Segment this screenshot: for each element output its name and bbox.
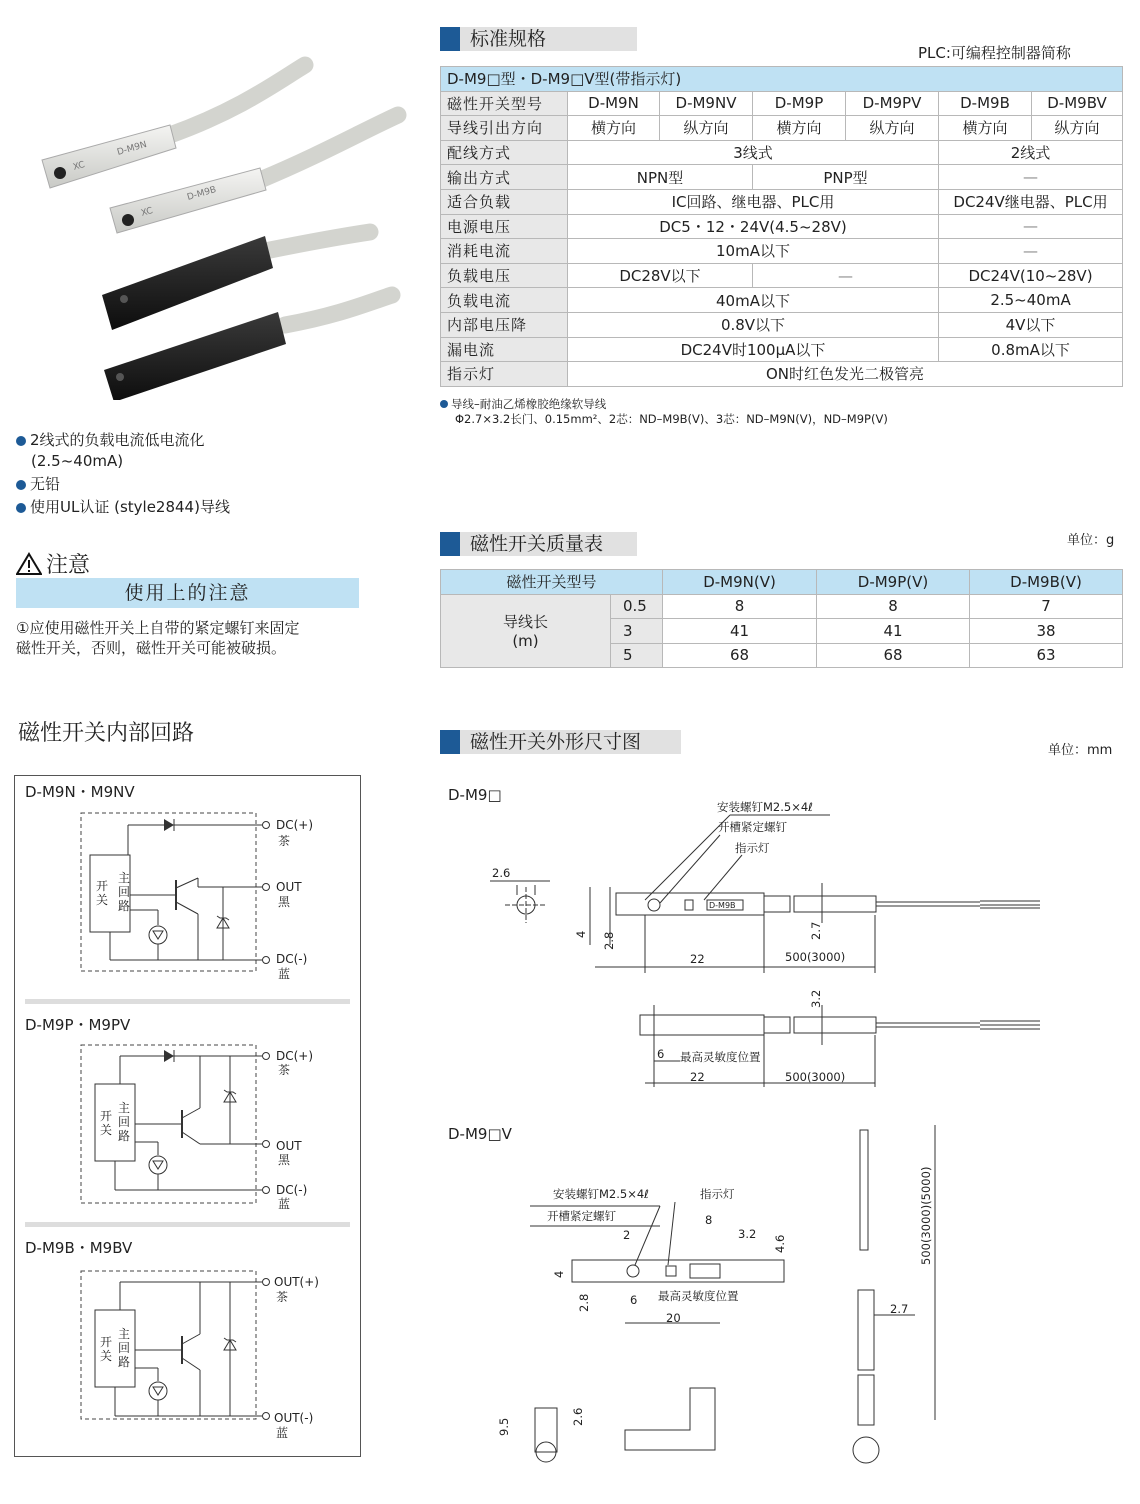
main-char: 主 bbox=[118, 1101, 131, 1115]
white-switch-1 bbox=[42, 125, 176, 188]
dim-screw: 安装螺钉M2.5×4ℓ bbox=[553, 1187, 649, 1201]
wire-color: 茶 bbox=[278, 834, 291, 848]
svg-text:D-M9B: D-M9B bbox=[186, 185, 218, 203]
dims-m9-label: D-M9□ bbox=[448, 786, 502, 804]
terminal-label: OUT(+) bbox=[274, 1275, 319, 1289]
main-char: 回 bbox=[118, 1115, 131, 1129]
circuit-title: 磁性开关内部回路 bbox=[18, 721, 195, 746]
dim-value: 2.6 bbox=[492, 866, 511, 880]
dim-value: 500(3000)(5000) bbox=[919, 1166, 933, 1265]
table-row: 适合负载 IC回路、继电器、PLC用 DC24V继电器、PLC用 bbox=[441, 189, 1123, 214]
dim-value: 500(3000) bbox=[785, 950, 846, 964]
spec-table bbox=[440, 66, 1123, 387]
caution-line-2: 磁性开关，否则，磁性开关可能被破损。 bbox=[16, 639, 287, 657]
dim-value: 2.6 bbox=[571, 1407, 585, 1426]
switch-char: 开 bbox=[96, 879, 109, 893]
table-row: 漏电流 DC24V时100μA以下 0.8mA以下 bbox=[441, 337, 1123, 362]
dim-led: 指示灯 bbox=[700, 1187, 735, 1201]
spec-footnote-2: Φ2.7×3.2长门、0.15mm²、2芯：ND–M9B(V)、3芯：ND–M9N(V)，ND–M9P(V) bbox=[455, 412, 888, 426]
circuit-m9n-label: D-M9N・M9NV bbox=[25, 783, 135, 801]
warning-triangle-icon bbox=[16, 552, 42, 576]
dim-setscrew: 开槽紧定螺钉 bbox=[547, 1209, 616, 1223]
switch-char: 关 bbox=[100, 1123, 113, 1137]
mass-heading: 磁性开关质量表 bbox=[440, 532, 637, 556]
table-row: 输出方式 NPN型 PNP型 — bbox=[441, 165, 1123, 190]
wire-color: 蓝 bbox=[278, 967, 291, 980]
svg-text:D-M9N: D-M9N bbox=[116, 139, 149, 158]
dim-value: 4.6 bbox=[773, 1234, 787, 1253]
dim-drawing-m9 bbox=[480, 795, 1060, 1095]
switch-char: 关 bbox=[100, 1349, 113, 1363]
svg-text:XC: XC bbox=[72, 160, 87, 173]
caution-band: 使用上的注意 bbox=[16, 578, 359, 608]
terminal-label: OUT(-) bbox=[274, 1411, 314, 1425]
main-char: 主 bbox=[118, 871, 131, 885]
spec-heading: 标准规格 bbox=[440, 27, 637, 51]
bullet-icon bbox=[16, 503, 26, 513]
wire-color: 蓝 bbox=[278, 1197, 291, 1211]
heading-marker bbox=[440, 730, 460, 754]
switch-char: 开 bbox=[100, 1335, 113, 1349]
dim-screw: 安装螺钉M2.5×4ℓ bbox=[717, 800, 813, 814]
switch-char: 开 bbox=[100, 1109, 113, 1123]
dim-value: 2.8 bbox=[602, 931, 616, 950]
dim-sensitivity: 最高灵敏度位置 bbox=[680, 1050, 761, 1064]
dim-value: 3.2 bbox=[738, 1227, 757, 1241]
terminal-label: DC(-) bbox=[276, 952, 308, 966]
dim-value: 500(3000) bbox=[785, 1070, 846, 1084]
dim-value: 3.2 bbox=[809, 989, 823, 1008]
table-row: 负载电流 40mA以下 2.5~40mA bbox=[441, 288, 1123, 313]
wire-color: 茶 bbox=[278, 1063, 291, 1077]
main-char: 回 bbox=[118, 885, 131, 899]
dim-led: 指示灯 bbox=[735, 841, 770, 855]
black-switch-1 bbox=[102, 236, 273, 330]
dims-m9v-label: D-M9□V bbox=[448, 1125, 512, 1143]
dim-sensitivity: 最高灵敏度位置 bbox=[658, 1289, 739, 1303]
dim-value: 4 bbox=[552, 1270, 566, 1278]
main-char: 路 bbox=[118, 1355, 131, 1369]
dim-value: 2.8 bbox=[577, 1293, 591, 1312]
feature-1b: (2.5~40mA) bbox=[31, 452, 124, 470]
circuit-m9p-label: D-M9P・M9PV bbox=[25, 1016, 131, 1034]
dim-value: 6 bbox=[657, 1047, 665, 1061]
mass-table bbox=[440, 569, 1123, 668]
chip-text: D-M9B bbox=[709, 901, 736, 910]
table-row: 3 41 41 38 bbox=[441, 619, 1123, 644]
table-row: 磁性开关型号 D-M9N D-M9NV D-M9P D-M9PV D-M9B D-M9BV bbox=[441, 91, 1123, 116]
heading-marker bbox=[440, 532, 460, 556]
wire-color: 黑 bbox=[278, 895, 291, 909]
dim-value: 2 bbox=[623, 1228, 631, 1242]
table-row: D-M9□型・D-M9□V型(带指示灯) bbox=[441, 67, 1123, 92]
table-row: 电源电压 DC5・12・24V(4.5~28V) — bbox=[441, 214, 1123, 239]
bullet-icon bbox=[16, 480, 26, 490]
terminal-label: DC(+) bbox=[276, 1049, 314, 1063]
dim-drawing-m9v bbox=[490, 1120, 970, 1480]
terminal-label: DC(-) bbox=[276, 1183, 308, 1197]
spec-footnote-1: 导线–耐油乙烯橡胶绝缘软导线 bbox=[440, 396, 606, 412]
dim-value: 6 bbox=[630, 1293, 638, 1307]
wire-color: 黑 bbox=[278, 1153, 291, 1167]
table-row: 导线引出方向 横方向 纵方向 横方向 纵方向 横方向 纵方向 bbox=[441, 116, 1123, 141]
circuit-2wire-diagram bbox=[78, 1268, 348, 1444]
dim-value: 22 bbox=[690, 952, 705, 966]
dim-value: 22 bbox=[690, 1070, 705, 1084]
divider bbox=[25, 1222, 350, 1227]
main-char: 主 bbox=[118, 1327, 131, 1341]
table-row: 内部电压降 0.8V以下 4V以下 bbox=[441, 312, 1123, 337]
feature-3: 使用UL认证 (style2844)导线 bbox=[16, 497, 230, 518]
svg-text:XC: XC bbox=[140, 206, 155, 219]
table-row: 导线长 (m) 0.5 8 8 7 bbox=[441, 594, 1123, 619]
main-char: 路 bbox=[118, 1129, 131, 1143]
heading-marker bbox=[440, 27, 460, 51]
table-row: 消耗电流 10mA以下 — bbox=[441, 239, 1123, 264]
wire-color: 蓝 bbox=[276, 1426, 289, 1440]
black-switch-2 bbox=[104, 312, 286, 400]
terminal-label: OUT bbox=[276, 1139, 302, 1153]
caution-line-1: ①应使用磁性开关上自带的紧定螺钉来固定 bbox=[16, 619, 300, 637]
terminal-label: OUT bbox=[276, 880, 302, 894]
white-switch-2 bbox=[110, 168, 266, 233]
circuit-npn-diagram bbox=[78, 810, 348, 980]
bullet-icon bbox=[440, 400, 448, 408]
main-char: 路 bbox=[118, 899, 131, 913]
divider bbox=[25, 999, 350, 1004]
feature-1: 2线式的负载电流低电流化 bbox=[16, 430, 205, 451]
terminal-label: DC(+) bbox=[276, 818, 314, 832]
dims-unit: 单位：mm bbox=[1048, 743, 1113, 758]
dim-value: 20 bbox=[666, 1311, 681, 1325]
dim-value: 2.7 bbox=[890, 1302, 909, 1316]
main-char: 回 bbox=[118, 1341, 131, 1355]
bullet-icon bbox=[16, 436, 26, 446]
circuit-pnp-diagram bbox=[78, 1042, 348, 1212]
dim-value: 8 bbox=[705, 1213, 713, 1227]
table-row: 指示灯 ON时红色发光二极管亮 bbox=[441, 362, 1123, 387]
table-row: 5 68 68 63 bbox=[441, 643, 1123, 668]
dim-value: 9.5 bbox=[497, 1417, 511, 1436]
product-photo bbox=[20, 40, 410, 400]
dim-setscrew: 开槽紧定螺钉 bbox=[718, 820, 787, 834]
table-row: 配线方式 3线式 2线式 bbox=[441, 140, 1123, 165]
wire-color: 茶 bbox=[276, 1290, 289, 1304]
caution-heading: 注意 bbox=[16, 548, 90, 579]
dim-value: 2.7 bbox=[809, 921, 823, 940]
circuit-m9b-label: D-M9B・M9BV bbox=[25, 1239, 133, 1257]
feature-2: 无铅 bbox=[16, 474, 60, 495]
table-row: 磁性开关型号 D-M9N(V) D-M9P(V) D-M9B(V) bbox=[441, 570, 1123, 595]
switch-char: 关 bbox=[96, 893, 109, 907]
dim-value: 4 bbox=[574, 930, 588, 938]
table-row: 负载电压 DC28V以下 — DC24V(10~28V) bbox=[441, 263, 1123, 288]
dims-heading: 磁性开关外形尺寸图 bbox=[440, 730, 681, 754]
mass-unit: 单位：g bbox=[1067, 533, 1115, 548]
spec-note: PLC:可编程控制器简称 bbox=[918, 44, 1071, 62]
